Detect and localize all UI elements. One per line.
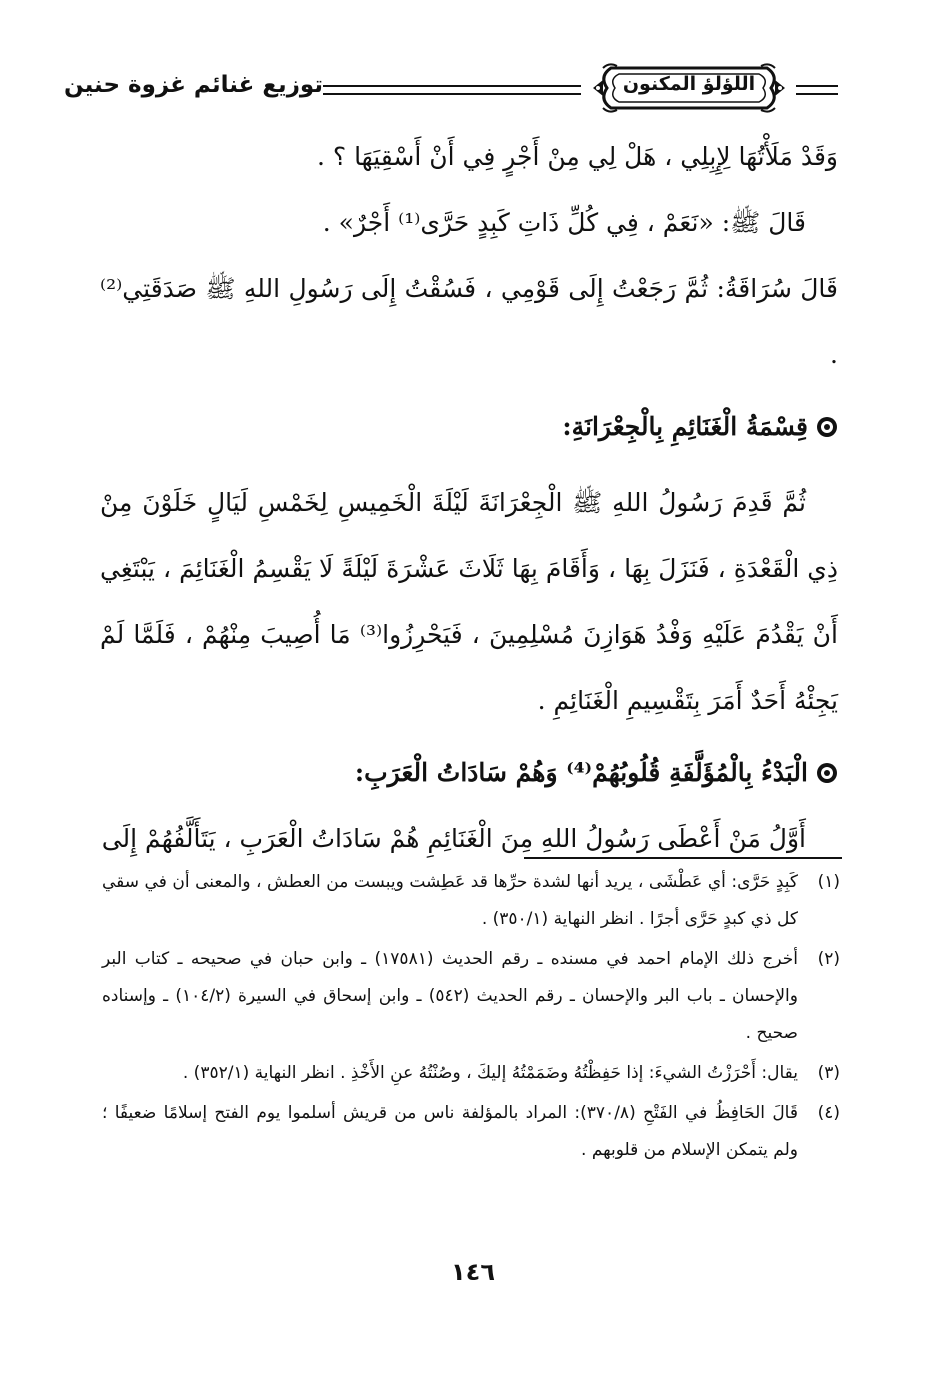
paragraph: ثُمَّ قَدِمَ رَسُولُ اللهِ ﷺ الْجِعْرَانَةَ لَيْلَةَ الْخَمِيسِ لِخَمْسِ لَيَالٍ خَلَوْنَ مِنْ ذِي الْقَعْدَةِ ، فَنَزَلَ بِهَا ، وَأَقَامَ بِهَا ثَلَاثَ عَشْرَةَ لَيْلَةً لَا يَقْسِمُ الْغَنَائِمَ ، يَبْتَغِي أَنْ يَقْدُمَ عَلَيْهِ وَفْدُ هَوَازِنَ مُسْلِمِينَ ، فَيَحْرِزُوا⁽³⁾ مَا أُصِيبَ مِنْهُمْ ، فَلَمَّا لَمْ يَجِئْهُ أَحَدٌ أَمَرَ بِتَقْسِيمِ الْغَنَائِمِ .: [100, 488, 838, 715]
footnote-text: أخرج ذلك الإمام احمد في مسنده ـ رقم الحديث (١٧٥٨١) ـ وابن حبان في صحيحه ـ كتاب البر والإحسان ـ باب البر والإحسان ـ رقم الحديث (٥٤٢) ـ وابن إسحاق في السيرة (١٠٤/٢) ـ وإسناده صحيح .: [102, 949, 798, 1043]
paragraph: أَوَّلُ مَنْ أَعْطَى رَسُولُ اللهِ مِنَ الْغَنَائِمِ هُمْ سَادَاتُ الْعَرَبِ ، يَتَأَلَّفُهُمْ إِلَى: [101, 824, 806, 853]
footnote: [102, 1055, 840, 1092]
flower-ornament-icon: [816, 416, 838, 438]
running-header: [63, 58, 838, 122]
section-heading-text: قِسْمَةُ الْغَنَائِمِ بِالْجِعْرَانَةِ:: [562, 412, 808, 441]
header-rule-middle: [323, 85, 581, 95]
footnote-number: (٤): [817, 1103, 840, 1123]
footnote: [102, 864, 840, 938]
main-text: [100, 124, 838, 872]
book-title-badge: [589, 58, 789, 118]
text-line: قَالَ سُرَاقَةُ: ثُمَّ رَجَعْتُ إِلَى قَوْمِي ، فَسُقْتُ إِلَى رَسُولِ اللهِ ﷺ صَدَقَتِي⁽²⁾ .: [100, 274, 838, 369]
book-title: اللؤلؤ المكنون: [622, 73, 756, 95]
footnote-number: (٢): [817, 949, 840, 969]
footnote-text: كَبِدٍ حَرَّى: أي عَطْشَى ، يريد أنها لشدة حرِّها قد عَطِشت ويبست من العطش ، والمعنى أن في سقي كل ذي كبدٍ حَرَّى أجرًا . انظر النهاية (٣٥٠/١) .: [102, 872, 798, 929]
section-heading: [100, 740, 838, 806]
section-heading-text: الْبَدْءُ بِالْمُؤَلَّفَةِ قُلُوبُهُمْ⁽⁴⁾ وَهُمْ سَادَاتُ الْعَرَبِ:: [354, 758, 808, 787]
flower-ornament-icon: [816, 762, 838, 784]
footnote-number: (١): [817, 872, 840, 892]
footnote-text: يقال: أَحْرَزْتُ الشيءَ: إذا حَفِظْتُهُ وضَمَمْتُهُ إليكَ ، وصُنْتُهُ عنِ الأَخْذِ . انظر النهاية (٣٥٢/١) .: [182, 1063, 798, 1083]
footnote-number: (٣): [817, 1063, 840, 1083]
footnote: [102, 1095, 840, 1169]
header-rule-right: [796, 85, 838, 95]
text-line: قَالَ ﷺ: «نَعَمْ ، فِي كُلِّ ذَاتِ كَبِدٍ حَرَّى⁽¹⁾ أَجْرٌ» .: [322, 208, 806, 237]
text-line: وَقَدْ مَلَأْتُهَا لِإِبِلِي ، هَلْ لِي مِنْ أَجْرٍ فِي أَنْ أَسْقِيَهَا ؟ .: [316, 142, 838, 171]
footnotes: [102, 864, 840, 1172]
footnote-separator: [524, 857, 842, 859]
section-heading: [100, 394, 838, 460]
footnote: [102, 941, 840, 1052]
footnote-text: قَالَ الحَافِظُ في الفَتْحِ (٣٧٠/٨): المراد بالمؤلفة ناس من قريش أسلموا يوم الفتح إسلامًا ضعيفًا ؛ ولم يتمكن الإسلام من قلوبهم .: [102, 1103, 798, 1160]
chapter-title: توزيع غنائم غزوة حنين: [63, 72, 323, 98]
page-number: ١٤٦: [451, 1258, 495, 1286]
